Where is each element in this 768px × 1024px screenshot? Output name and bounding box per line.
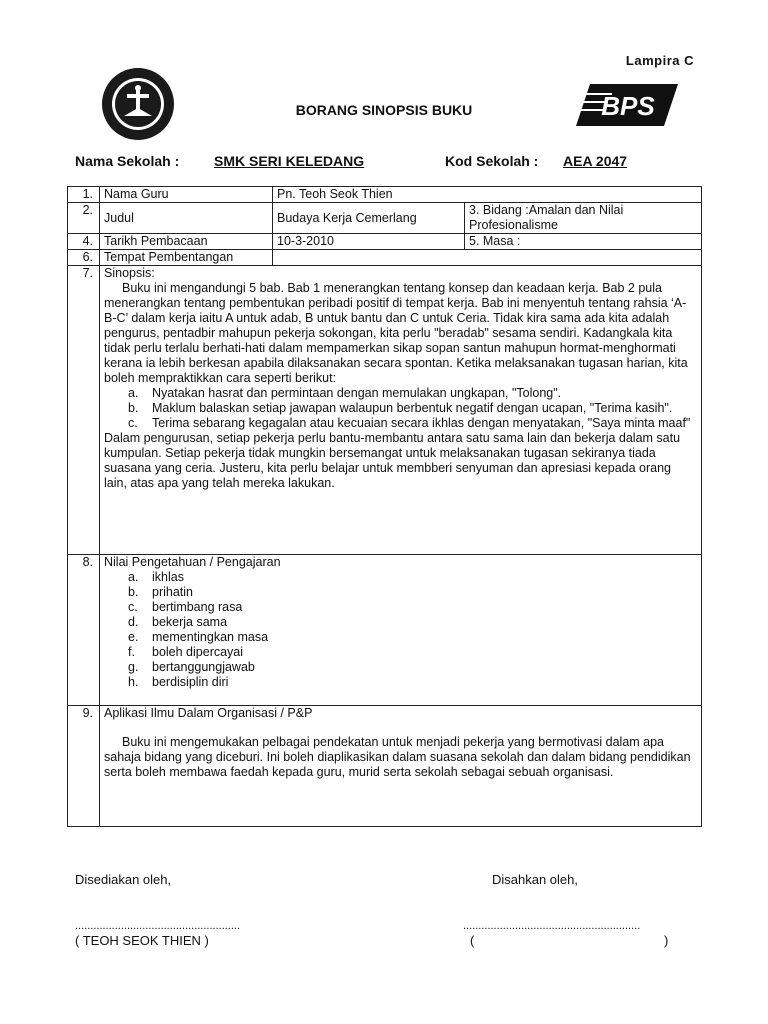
presentation-place-label: Tempat Pembentangan — [100, 250, 273, 266]
synopsis-paragraph: Buku ini mengandungi 5 bab. Bab 1 menerangkan tentang konsep dan keadaan kerja. Bab 2 pula menerangkan tentang pembentukan peribadi positif di tempat kerja. Bab ini menyentuh tentang rahsia ‘A-B-C’ dalam kerja iaitu A untuk adab, B untuk bantu dan C untuk Ceria. Tidak kira sama ada kita adalah pengurus, pentadbir mahupun pekerja sokongan, kita perlu "beradab" sesama sendiri. Kadangkala kita tidak perlu terlalu berhati-hati dalam mempamerkan sikap sopan santun mahupun hormat-menghormati kerana ia lebih berkesan apabila dilaksanakan secara spontan. Ketika melaksanakan tugasan harian, kita boleh mempraktikkan cara seperti berikut: — [104, 281, 688, 385]
synopsis-list — [104, 386, 697, 431]
reading-date-value: 10-3-2010 — [273, 234, 465, 250]
svg-text:BPS: BPS — [601, 91, 655, 121]
prepared-by-label: Disediakan oleh, — [75, 872, 172, 887]
synopsis-paragraph: Dalam pengurusan, setiap pekerja perlu bantu-membantu antara satu sama lain dan bekerja dalam satu kumpulan. Setiap pekerja tidak mungkin bersemangat untuk melaksanakan tugasan sekiranya tiada suasana yang ceria. Justeru, kita perlu belajar untuk membberi senyuman dan apresiasi kepada orang lain, atas apa yang telah mereka lakukan. — [104, 431, 681, 490]
page-title: BORANG SINOPSIS BUKU — [295, 102, 473, 118]
list-item: g. bertanggungjawab — [128, 660, 255, 674]
list-item: e. mementingkan masa — [128, 630, 269, 644]
presentation-place-value — [273, 250, 702, 266]
list-item: b. Maklum balaskan setiap jawapan walaupun berbentuk negatif dengan ucapan, "Terima kasih". — [128, 401, 673, 415]
synopsis-cell — [100, 266, 702, 555]
values-list — [104, 570, 697, 690]
title-value: Budaya Kerja Cemerlang — [273, 203, 465, 234]
table-row — [68, 234, 702, 250]
row-number: 9. — [68, 706, 100, 827]
table-row — [68, 187, 702, 203]
approved-name-close: ) — [664, 933, 669, 948]
row-number: 1. — [68, 187, 100, 203]
table-row — [68, 706, 702, 827]
teacher-name-label: Nama Guru — [100, 187, 273, 203]
reading-date-label: Tarikh Pembacaan — [100, 234, 273, 250]
attachment-label: Lampira C — [625, 53, 694, 68]
list-item: h. berdisiplin diri — [128, 675, 229, 689]
title-label: Judul — [100, 203, 273, 234]
row-number: 8. — [68, 555, 100, 706]
field-value: 3. Bidang :Amalan dan Nilai Profesionalisme — [465, 203, 702, 234]
table-row — [68, 555, 702, 706]
list-item: c. bertimbang rasa — [128, 600, 243, 614]
teacher-name-value: Pn. Teoh Seok Thien — [273, 187, 702, 203]
values-label: Nilai Pengetahuan / Pengajaran — [104, 555, 281, 569]
school-code-label: Kod Sekolah : — [445, 153, 539, 169]
table-row — [68, 266, 702, 555]
list-item: f. boleh dipercayai — [128, 645, 244, 659]
synopsis-form-table — [67, 186, 702, 827]
prepared-name: ( TEOH SEOK THIEN ) — [75, 933, 209, 948]
approved-name-open: ( — [470, 933, 475, 948]
application-cell — [100, 706, 702, 827]
table-row — [68, 203, 702, 234]
row-number: 2. — [68, 203, 100, 234]
list-item: d. bekerja sama — [128, 615, 228, 629]
approved-signature-line: .......................................................... — [463, 920, 641, 932]
synopsis-label: Sinopsis: — [104, 266, 155, 280]
list-item: a. ikhlas — [128, 570, 184, 584]
prepared-signature-line: ...................................................... — [75, 920, 241, 932]
application-label: Aplikasi Ilmu Dalam Organisasi / P&P — [104, 706, 313, 720]
school-code-value: AEA 2047 — [563, 153, 628, 169]
list-item: a. Nyatakan hasrat dan permintaan dengan memulakan ungkapan, "Tolong". — [128, 386, 562, 400]
duration-field: 5. Masa : — [465, 234, 702, 250]
list-item: b. prihatin — [128, 585, 193, 599]
school-name-label: Nama Sekolah : — [75, 153, 180, 169]
row-number: 6. — [68, 250, 100, 266]
school-name-value: SMK SERI KELEDANG — [214, 153, 365, 169]
application-paragraph: Buku ini mengemukakan pelbagai pendekatan untuk menjadi pekerja yang bermotivasi dalam apa sahaja bidang yang diceburi. Ini boleh diaplikasikan dalam suasana sekolah dan dalam bidang pendidikan serta boleh membawa faedah kepada guru, murid serta sekolah sebagai sebuah organisasi. — [104, 735, 691, 779]
values-cell — [100, 555, 702, 706]
approved-by-label: Disahkan oleh, — [492, 872, 578, 887]
list-item: c. Terima sebarang kegagalan atau kecuaian secara ikhlas dengan menyatakan, "Saya minta maaf" — [128, 416, 691, 430]
bps-logo — [572, 82, 680, 133]
row-number: 7. — [68, 266, 100, 555]
row-number: 4. — [68, 234, 100, 250]
table-row — [68, 250, 702, 266]
